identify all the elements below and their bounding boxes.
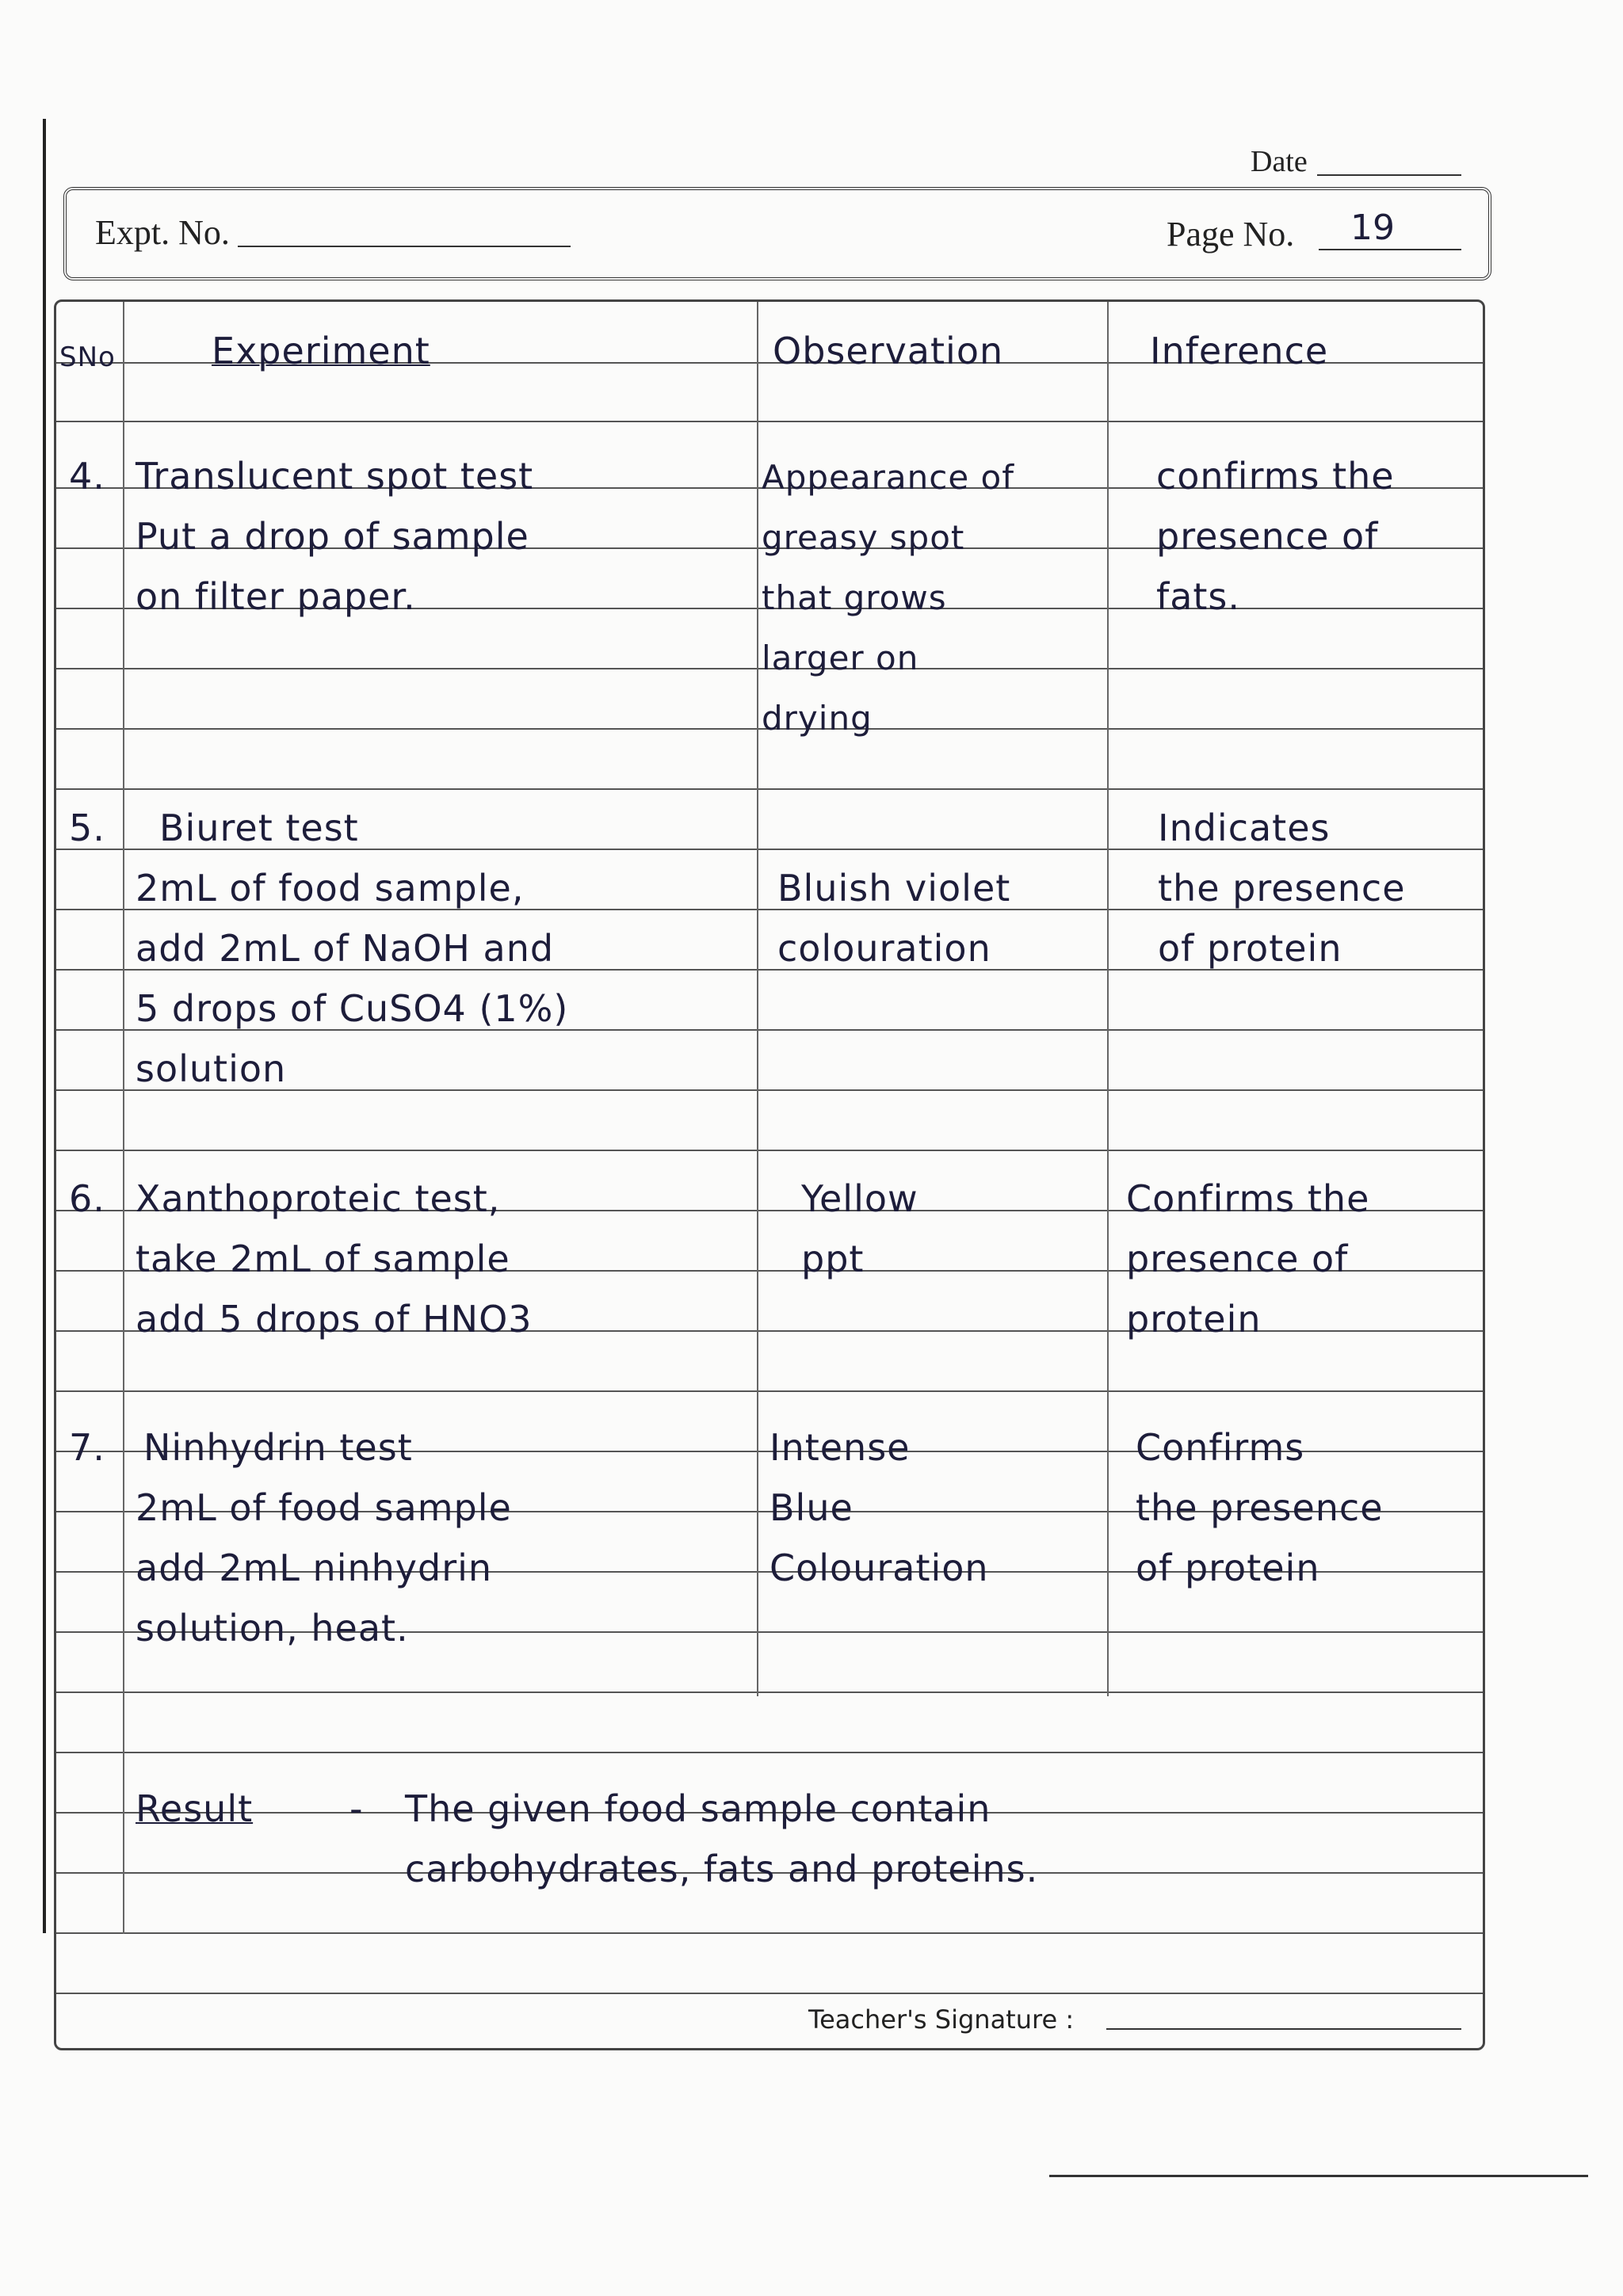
date-field xyxy=(1317,174,1461,176)
row-7-experiment: 2mL of food sample add 2mL ninhydrin solution, heat. xyxy=(136,1486,512,1650)
observation-column-divider xyxy=(1107,302,1109,1696)
page-margin-line xyxy=(43,119,46,1933)
rule-line xyxy=(56,788,1483,790)
page-number: 19 xyxy=(1350,208,1395,248)
date-label: Date xyxy=(1251,145,1308,178)
result-label: Result xyxy=(136,1787,254,1830)
header-box xyxy=(63,187,1491,280)
rule-line xyxy=(56,1691,1483,1693)
row-4-inference: confirms the presence of fats. xyxy=(1156,455,1395,618)
row-4-sno: 4. xyxy=(69,455,105,498)
row-7-title: Ninhydrin test xyxy=(143,1426,413,1469)
result-line-1: The given food sample contain xyxy=(405,1787,991,1830)
ruled-table-sheet xyxy=(54,299,1485,2050)
row-6-title: Xanthoproteic test, xyxy=(136,1177,501,1220)
row-5-experiment: 2mL of food sample, add 2mL of NaOH and 5 drops of CuSO4 (1%) solution xyxy=(136,867,569,1090)
sno-column-divider xyxy=(123,302,124,1934)
header-experiment: Experiment xyxy=(212,330,430,372)
result-dash: - xyxy=(349,1787,364,1830)
header-observation: Observation xyxy=(773,330,1004,372)
rule-line xyxy=(56,1752,1483,1753)
row-7-sno: 7. xyxy=(69,1426,105,1469)
header-sno: SNo xyxy=(59,341,116,373)
row-4-observation: Appearance of greasy spot that grows larger on drying xyxy=(762,458,1015,738)
rule-line xyxy=(56,1390,1483,1392)
row-5-inference: Indicates the presence of protein xyxy=(1158,807,1406,970)
row-6-observation: Yellow ppt xyxy=(801,1177,918,1280)
row-5-observation: Bluish violet colouration xyxy=(777,867,1011,970)
result-line-2: carbohydrates, fats and proteins. xyxy=(405,1848,1039,1890)
page-no-field xyxy=(1319,249,1461,250)
teacher-signature-field xyxy=(1106,2028,1461,2030)
row-6-experiment: take 2mL of sample add 5 drops of HNO3 xyxy=(136,1238,533,1341)
rule-line xyxy=(56,421,1483,422)
header-inference: Inference xyxy=(1150,330,1329,372)
row-6-inference: Confirms the presence of protein xyxy=(1126,1177,1370,1341)
experiment-column-divider xyxy=(757,302,758,1696)
page-no-label: Page No. xyxy=(1167,215,1295,254)
rule-line xyxy=(56,1932,1483,1934)
expt-no-field xyxy=(238,246,571,247)
row-6-sno: 6. xyxy=(69,1177,105,1220)
rule-line xyxy=(56,1150,1483,1151)
teacher-signature-label: Teacher's Signature : xyxy=(808,2004,1075,2035)
row-7-inference: Confirms the presence of protein xyxy=(1136,1426,1384,1589)
expt-no-label: Expt. No. xyxy=(95,213,230,252)
row-7-observation: Intense Blue Colouration xyxy=(769,1426,989,1589)
rule-line xyxy=(56,1993,1483,1994)
row-5-sno: 5. xyxy=(69,807,105,849)
page-bottom-line xyxy=(1049,2175,1588,2177)
row-4-experiment: Put a drop of sample on filter paper. xyxy=(136,515,529,618)
row-4-title: Translucent spot test xyxy=(136,455,534,498)
row-5-title: Biuret test xyxy=(159,807,359,849)
